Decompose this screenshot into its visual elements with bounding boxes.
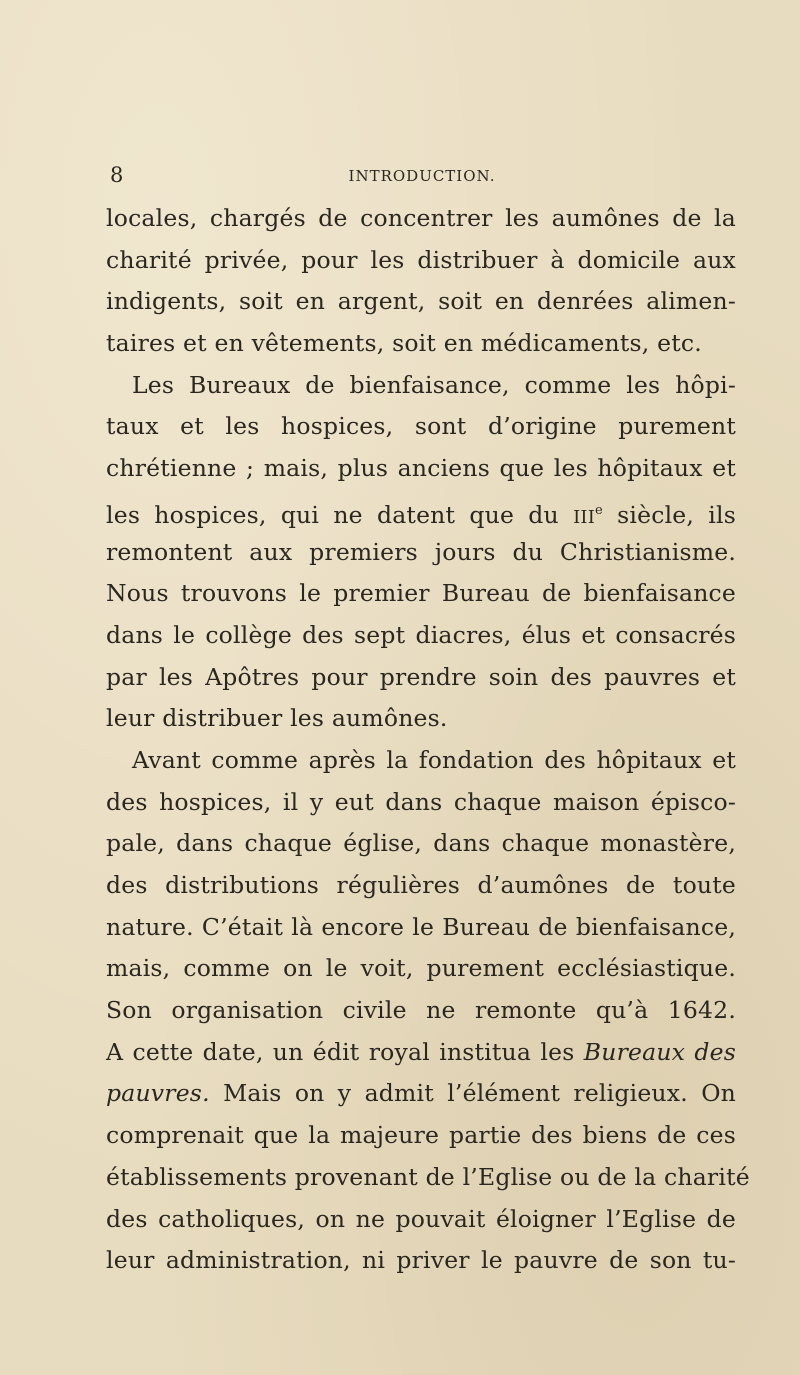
text-fragment: A cette date, un édit royal institua les xyxy=(106,1037,575,1066)
text-line: des hospices, il y eut dans chaque maison épisco- xyxy=(106,787,736,816)
text-line: Nous trouvons le premier Bureau de bienfaisance xyxy=(106,579,736,608)
century-suffix: e xyxy=(595,502,603,518)
text-line: Son organisation civile ne remonte qu’à 1642. xyxy=(106,996,736,1025)
text-line-century xyxy=(106,490,736,532)
text-line: comprenait que la majeure partie des biens de ces xyxy=(106,1121,736,1150)
text-line: remontent aux premiers jours du Christianisme. xyxy=(106,537,736,566)
text-line: charité privée, pour les distribuer à domicile aux xyxy=(106,245,736,274)
text-line: taux et les hospices, sont d’origine purement xyxy=(106,412,736,441)
text-fragment: Mais on y admit l’élément religieux. On xyxy=(223,1079,737,1108)
text-line: chrétienne ; mais, plus anciens que les hôpitaux et xyxy=(106,454,736,483)
page-header-title: INTRODUCTION. xyxy=(348,167,496,185)
text-line: par les Apôtres pour prendre soin des pauvres et xyxy=(106,662,736,691)
body-text xyxy=(106,198,750,1282)
text-line: leur administration, ni priver le pauvre de son tu- xyxy=(106,1246,736,1275)
text-line-italic xyxy=(106,1073,736,1115)
text-line: taires et en vêtements, soit en médicaments, etc. xyxy=(106,329,702,358)
running-head xyxy=(110,163,734,187)
text-line: nature. C’était là encore le Bureau de bienfaisance, xyxy=(106,912,736,941)
text-line: des catholiques, on ne pouvait éloigner l’Eglise de xyxy=(106,1204,736,1233)
page-number: 8 xyxy=(110,163,124,187)
text-line: établissements provenant de l’Eglise ou de la charité xyxy=(106,1162,750,1191)
text-fragment: les hospices, qui ne datent que du xyxy=(106,500,559,529)
text-line: des distributions régulières d’aumônes de toute xyxy=(106,871,736,899)
text-line-italic xyxy=(106,1032,736,1074)
text-line: Les Bureaux de bienfaisance, comme les hôpi- xyxy=(132,370,736,399)
century-numeral: III xyxy=(573,506,596,528)
text-line: pale, dans chaque église, dans chaque monastère, xyxy=(106,829,736,858)
italic-term: Bureaux des xyxy=(583,1037,737,1066)
text-line: mais, comme on le voit, purement ecclésiastique. xyxy=(106,954,736,983)
text-fragment: siècle, ils xyxy=(617,500,736,529)
text-line: dans le collège des sept diacres, élus et consacrés xyxy=(106,620,736,649)
text-line: leur distribuer les aumônes. xyxy=(106,704,448,733)
text-line: locales, chargés de concentrer les aumônes de la xyxy=(106,204,736,232)
italic-term: pauvres. xyxy=(106,1079,210,1108)
text-line: Avant comme après la fondation des hôpitaux et xyxy=(132,745,736,774)
text-line: indigents, soit en argent, soit en denrées alimen- xyxy=(106,287,736,316)
